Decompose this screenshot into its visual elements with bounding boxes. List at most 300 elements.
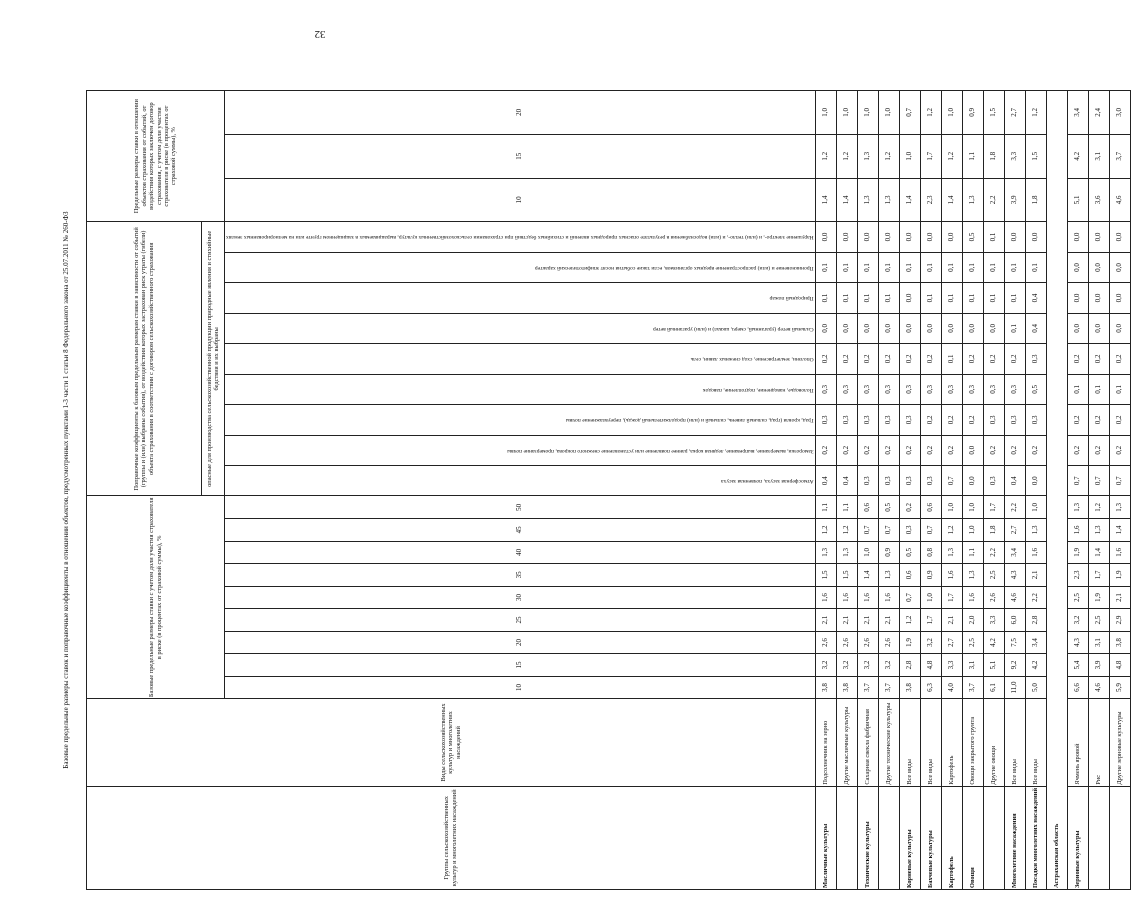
coefficient-cell: 0,2 xyxy=(983,344,1004,374)
base-rate-cell: 1,6 xyxy=(878,586,899,609)
base-rate-cell: 1,2 xyxy=(836,519,857,542)
coefficient-cell: 0,2 xyxy=(920,344,941,374)
coefficient-cell: 0,0 xyxy=(962,466,983,496)
limit-rate-cell: 4,2 xyxy=(1067,134,1088,178)
base-rate-cell: 1,3 xyxy=(1025,519,1046,542)
group-cell xyxy=(836,786,857,889)
base-rate-cell: 6,0 xyxy=(1004,609,1025,632)
coefficient-cell: 0,1 xyxy=(857,283,878,313)
limit-rate-cell: 1,3 xyxy=(857,178,878,222)
base-rate-cell: 1,7 xyxy=(941,586,962,609)
coefficient-cell: 0,0 xyxy=(920,222,941,253)
coefficient-cell: 0,0 xyxy=(899,313,920,343)
base-rate-cell: 1,3 xyxy=(1088,519,1109,542)
base-rate-cell: 2,0 xyxy=(962,609,983,632)
limit-rate-cell: 1,0 xyxy=(899,134,920,178)
table-caption: Базовые предельные размеры ставок и поправочные коэффициенты в отношении объектов, предусмотренных пунктами 1-3 части 1 статьи 8 Федерального закона от 25.07.2011 № 260-ФЗ xyxy=(62,211,70,769)
limit-rate-cell: 1,4 xyxy=(836,178,857,222)
base-rate-cell: 0,3 xyxy=(899,519,920,542)
base-rate-cell: 3,7 xyxy=(878,676,899,699)
coefficient-cell: 0,2 xyxy=(983,435,1004,465)
base-rate-cell: 6,3 xyxy=(920,676,941,699)
base-rate-cell: 0,5 xyxy=(878,496,899,519)
table-row xyxy=(920,91,941,890)
kind-cell: Все виды xyxy=(1025,699,1046,786)
coefficient-cell: 0,2 xyxy=(857,344,878,374)
limit-rate-cell: 1,2 xyxy=(941,134,962,178)
coefficient-cell: 0,1 xyxy=(962,283,983,313)
base-rate-cell: 2,8 xyxy=(899,654,920,677)
limit-rate-cell: 1,7 xyxy=(920,134,941,178)
coefficient-cell: 0,0 xyxy=(1025,222,1046,253)
base-rate-cell: 9,2 xyxy=(1004,654,1025,677)
base-rate-cell: 2,8 xyxy=(1025,609,1046,632)
base-rate-cell: 11,0 xyxy=(1004,676,1025,699)
base-rate-cell: 4,3 xyxy=(1004,564,1025,587)
limit-rate-cell: 0,7 xyxy=(899,91,920,135)
kind-cell: Другие технические культуры xyxy=(878,699,899,786)
coefficient-cell: 0,7 xyxy=(1088,466,1109,496)
limit-rate-cell: 5,1 xyxy=(1067,178,1088,222)
coefficient-cell: 0,7 xyxy=(941,466,962,496)
base-rate-cell: 3,2 xyxy=(836,654,857,677)
limit-rate-cell: 1,0 xyxy=(941,91,962,135)
base-rate-cell: 1,2 xyxy=(899,609,920,632)
base-rate-cell: 0,8 xyxy=(920,541,941,564)
base-rate-cell: 4,2 xyxy=(983,631,1004,654)
base-rate-cell: 2,1 xyxy=(857,609,878,632)
page-number: 32 xyxy=(314,28,326,40)
group-cell: Посадки многолетних насаждений xyxy=(1025,786,1046,889)
limit-rate-cell: 3,7 xyxy=(1109,134,1130,178)
coefficient-cell: 0,2 xyxy=(920,405,941,435)
kind-cell: Рис xyxy=(1088,699,1109,786)
coefficient-cell: 0,2 xyxy=(899,344,920,374)
header-base-rates: Базовые предельные размеры ставки с учетом доли участия страхователя в риске (в процентах от страховой суммы), % xyxy=(87,496,225,699)
header-group: Группы сельскохозяйственных культур и многолетних насаждений xyxy=(87,786,816,889)
share-col-header: 50 xyxy=(225,496,816,519)
base-rate-cell: 1,6 xyxy=(1109,541,1130,564)
base-rate-cell: 0,6 xyxy=(857,496,878,519)
share-col-header: 30 xyxy=(225,586,816,609)
coefficient-cell: 0,3 xyxy=(878,374,899,404)
limit-rate-cell: 1,8 xyxy=(983,134,1004,178)
coefficient-cell: 0,0 xyxy=(1109,222,1130,253)
base-rate-cell: 0,7 xyxy=(878,519,899,542)
base-rate-cell: 2,1 xyxy=(941,609,962,632)
coefficient-cell: 0,3 xyxy=(878,466,899,496)
base-rate-cell: 2,1 xyxy=(815,609,836,632)
coefficient-cell: 0,1 xyxy=(1025,252,1046,282)
group-cell xyxy=(983,786,1004,889)
coefficient-cell: 0,2 xyxy=(1067,435,1088,465)
coefficient-cell: 0,1 xyxy=(920,252,941,282)
table-row xyxy=(1025,91,1046,890)
group-cell: Бахчевые культуры xyxy=(920,786,941,889)
limit-rate-cell: 1,8 xyxy=(1025,178,1046,222)
table-row xyxy=(1046,91,1067,890)
coefficient-cell: 0,1 xyxy=(1004,313,1025,343)
kind-cell: Овощи закрытого грунта xyxy=(962,699,983,786)
base-rate-cell: 1,3 xyxy=(962,564,983,587)
base-rate-cell: 1,6 xyxy=(941,564,962,587)
hazard-col-header: Половодье, наводнение, подтопление, паводок xyxy=(225,374,816,404)
rotated-table-area xyxy=(62,90,1123,890)
kind-cell: Все виды xyxy=(920,699,941,786)
coefficient-cell: 0,5 xyxy=(1025,374,1046,404)
base-rate-cell: 3,2 xyxy=(920,631,941,654)
kind-cell: Другие зерновые культуры xyxy=(1109,699,1130,786)
coefficient-cell: 0,5 xyxy=(962,222,983,253)
limit-rate-cell: 1,0 xyxy=(857,91,878,135)
kind-cell: Другие овощи xyxy=(983,699,1004,786)
base-rate-cell: 0,2 xyxy=(899,496,920,519)
base-rate-cell: 1,6 xyxy=(836,586,857,609)
limit-rate-cell: 1,5 xyxy=(1025,134,1046,178)
limit-rate-cell: 3,0 xyxy=(1109,91,1130,135)
kind-cell: Сахарная свекла фабричная xyxy=(857,699,878,786)
base-rate-cell: 4,8 xyxy=(920,654,941,677)
coefficient-cell: 0,3 xyxy=(1025,344,1046,374)
base-rate-cell: 1,6 xyxy=(815,586,836,609)
limit-rate-cell: 3,3 xyxy=(1004,134,1025,178)
coefficient-cell: 0,3 xyxy=(815,405,836,435)
limit-rate-cell: 2,4 xyxy=(1088,91,1109,135)
limit-rate-cell: 4,6 xyxy=(1109,178,1130,222)
base-rate-cell: 1,6 xyxy=(1025,541,1046,564)
base-rate-cell: 3,2 xyxy=(1067,609,1088,632)
coefficient-cell: 0,3 xyxy=(836,405,857,435)
coefficient-cell: 0,3 xyxy=(962,374,983,404)
base-rate-cell: 5,0 xyxy=(1025,676,1046,699)
hazard-col-header: Заморозки, вымерзание, выпревание, ледяная корка, раннее появление или установление снежного покрова, промерзание почвы xyxy=(225,435,816,465)
coefficient-cell: 0,3 xyxy=(815,374,836,404)
coefficient-cell: 0,1 xyxy=(920,283,941,313)
coefficient-cell: 0,0 xyxy=(1088,222,1109,253)
coefficient-cell: 0,2 xyxy=(815,435,836,465)
table-row xyxy=(857,91,878,890)
limit-rate-cell: 1,3 xyxy=(962,178,983,222)
coefficient-cell: 0,3 xyxy=(1025,405,1046,435)
coefficient-cell: 0,2 xyxy=(941,435,962,465)
limit-rate-cell: 3,4 xyxy=(1067,91,1088,135)
coefficient-cell: 0,4 xyxy=(1025,283,1046,313)
base-rate-cell: 3,8 xyxy=(836,676,857,699)
table-row xyxy=(1004,91,1025,890)
base-rate-cell: 1,7 xyxy=(920,609,941,632)
base-rate-cell: 5,4 xyxy=(1067,654,1088,677)
coefficient-cell: 0,1 xyxy=(941,252,962,282)
base-rate-cell: 2,1 xyxy=(1109,586,1130,609)
base-rate-cell: 4,6 xyxy=(1088,676,1109,699)
coefficient-cell: 0,0 xyxy=(815,313,836,343)
base-rate-cell: 1,7 xyxy=(1088,564,1109,587)
group-cell xyxy=(1088,786,1109,889)
limit-rate-cell: 1,2 xyxy=(920,91,941,135)
coefficient-cell: 0,0 xyxy=(1004,222,1025,253)
coefficient-cell: 0,0 xyxy=(962,435,983,465)
base-rate-cell: 1,3 xyxy=(815,541,836,564)
base-rate-cell: 1,2 xyxy=(1088,496,1109,519)
coefficient-cell: 0,2 xyxy=(836,344,857,374)
base-rate-cell: 2,6 xyxy=(836,631,857,654)
coefficient-cell: 0,2 xyxy=(920,435,941,465)
coefficient-cell: 0,1 xyxy=(941,344,962,374)
base-rate-cell: 6,6 xyxy=(1067,676,1088,699)
base-rate-cell: 2,2 xyxy=(1025,586,1046,609)
coefficient-cell: 0,0 xyxy=(1067,252,1088,282)
base-rate-cell: 0,5 xyxy=(899,541,920,564)
limit-col-header: 10 xyxy=(225,178,816,222)
coefficient-cell: 0,2 xyxy=(899,435,920,465)
coefficient-cell: 0,1 xyxy=(899,252,920,282)
coefficient-cell: 0,0 xyxy=(941,222,962,253)
limit-rate-cell: 1,2 xyxy=(1025,91,1046,135)
coefficient-cell: 0,0 xyxy=(899,283,920,313)
limit-rate-cell: 1,3 xyxy=(857,134,878,178)
coefficient-cell: 0,2 xyxy=(1025,435,1046,465)
coefficient-cell: 0,0 xyxy=(836,313,857,343)
base-rate-cell: 1,0 xyxy=(1025,496,1046,519)
base-rate-cell: 1,0 xyxy=(857,541,878,564)
coefficient-cell: 0,2 xyxy=(1067,405,1088,435)
base-rate-cell: 1,3 xyxy=(878,564,899,587)
base-rate-cell: 3,1 xyxy=(962,654,983,677)
share-col-header: 10 xyxy=(225,676,816,699)
hazard-col-header: Нарушение электро-, и (или) тепло-, и (или) водоснабжения в результате опасных природных явлений и стихийных бедствий при страховании сельскохозяйственных культур, выращиваемых в защищенном грунте или на мелиорированных землях xyxy=(225,222,816,253)
table-row xyxy=(836,91,857,890)
base-rate-cell: 1,0 xyxy=(920,586,941,609)
base-rate-cell: 1,4 xyxy=(1088,541,1109,564)
group-cell: Зерновые культуры xyxy=(1067,786,1088,889)
coefficient-cell: 0,1 xyxy=(941,283,962,313)
base-rate-cell: 1,0 xyxy=(941,496,962,519)
coefficient-cell: 0,1 xyxy=(1109,374,1130,404)
table-body xyxy=(815,91,1130,890)
base-rate-cell: 1,1 xyxy=(836,496,857,519)
base-rate-cell: 0,7 xyxy=(857,519,878,542)
coefficient-cell: 0,2 xyxy=(1109,405,1130,435)
base-rate-cell: 3,2 xyxy=(857,654,878,677)
base-rate-cell: 0,9 xyxy=(920,564,941,587)
base-rate-cell: 1,2 xyxy=(941,519,962,542)
base-rate-cell: 2,5 xyxy=(962,631,983,654)
coefficient-cell: 0,0 xyxy=(857,313,878,343)
coefficient-cell: 0,1 xyxy=(1004,252,1025,282)
coefficient-cell: 0,2 xyxy=(1088,405,1109,435)
coefficient-cell: 0,1 xyxy=(1088,374,1109,404)
base-rate-cell: 4,2 xyxy=(1025,654,1046,677)
coefficient-cell: 0,2 xyxy=(878,344,899,374)
hazard-col-header: Проникновение и (или) распространение вредных организмов, если такие события носят эпифитотический характер xyxy=(225,252,816,282)
base-rate-cell: 1,5 xyxy=(815,564,836,587)
coefficient-cell: 0,3 xyxy=(920,374,941,404)
coefficient-cell: 0,7 xyxy=(1067,466,1088,496)
kind-cell: Ячмень яровой xyxy=(1067,699,1088,786)
hazard-col-header: Природный пожар xyxy=(225,283,816,313)
coefficient-cell: 0,1 xyxy=(815,283,836,313)
table-row xyxy=(1067,91,1088,890)
coefficient-cell: 0,3 xyxy=(836,374,857,404)
base-rate-cell: 1,6 xyxy=(1067,519,1088,542)
coefficient-cell: 0,1 xyxy=(983,222,1004,253)
coefficient-cell: 0,2 xyxy=(1088,344,1109,374)
coefficient-cell: 0,0 xyxy=(920,313,941,343)
coefficient-cell: 0,1 xyxy=(962,252,983,282)
limit-col-header: 15 xyxy=(225,134,816,178)
limit-rate-cell: 2,7 xyxy=(1004,91,1025,135)
base-rate-cell: 3,2 xyxy=(878,654,899,677)
limit-rate-cell: 1,0 xyxy=(836,91,857,135)
coefficient-cell: 0,1 xyxy=(1004,283,1025,313)
base-rate-cell: 2,6 xyxy=(815,631,836,654)
base-rate-cell: 0,9 xyxy=(878,541,899,564)
base-rate-cell: 1,6 xyxy=(962,586,983,609)
coefficient-cell: 0,2 xyxy=(1004,344,1025,374)
base-rate-cell: 0,7 xyxy=(920,519,941,542)
base-rate-cell: 0,6 xyxy=(920,496,941,519)
header-hazards: опасные для производства сельскохозяйственной продукции природные явления и стихийные бедствия и их выбраны xyxy=(202,222,225,496)
base-rate-cell: 1,1 xyxy=(815,496,836,519)
base-rate-cell: 2,2 xyxy=(983,541,1004,564)
table-row xyxy=(878,91,899,890)
coefficient-cell: 0,0 xyxy=(1067,313,1088,343)
table-row xyxy=(815,91,836,890)
base-rate-cell: 0,6 xyxy=(899,564,920,587)
coefficient-cell: 0,1 xyxy=(878,252,899,282)
limit-rate-cell: 1,4 xyxy=(941,178,962,222)
base-rate-cell: 1,3 xyxy=(1109,496,1130,519)
kind-cell: Другие масличные культуры xyxy=(836,699,857,786)
base-rate-cell: 3,7 xyxy=(857,676,878,699)
base-rate-cell: 3,3 xyxy=(941,654,962,677)
coefficient-cell: 0,0 xyxy=(899,222,920,253)
base-rate-cell: 1,7 xyxy=(983,496,1004,519)
base-rate-cell: 3,7 xyxy=(962,676,983,699)
coefficient-cell: 0,3 xyxy=(983,466,1004,496)
limit-rate-cell: 0,9 xyxy=(962,91,983,135)
base-rate-cell: 1,4 xyxy=(1109,519,1130,542)
coefficient-cell: 0,0 xyxy=(878,313,899,343)
base-rate-cell: 1,9 xyxy=(1109,564,1130,587)
coefficient-cell: 0,3 xyxy=(1004,405,1025,435)
base-rate-cell: 2,7 xyxy=(1004,519,1025,542)
coefficient-cell: 0,1 xyxy=(836,283,857,313)
limit-rate-cell: 1,2 xyxy=(878,134,899,178)
base-rate-cell: 1,9 xyxy=(1088,586,1109,609)
base-rate-cell: 3,8 xyxy=(1109,631,1130,654)
limit-rate-cell: 1,4 xyxy=(899,178,920,222)
coefficient-cell: 0,1 xyxy=(983,283,1004,313)
kind-cell: Подсолнечник на зерно xyxy=(815,699,836,786)
coefficient-cell: 0,3 xyxy=(983,374,1004,404)
coefficient-cell: 0,0 xyxy=(1109,252,1130,282)
base-rate-cell: 3,9 xyxy=(1088,654,1109,677)
group-cell: Картофель xyxy=(941,786,962,889)
share-col-header: 40 xyxy=(225,541,816,564)
coefficient-cell: 0,0 xyxy=(1088,313,1109,343)
base-rate-cell: 1,0 xyxy=(962,496,983,519)
group-cell xyxy=(878,786,899,889)
coefficient-cell: 0,4 xyxy=(1025,313,1046,343)
base-rate-cell: 1,9 xyxy=(1067,541,1088,564)
base-rate-cell: 3,1 xyxy=(1088,631,1109,654)
coefficient-cell: 0,3 xyxy=(878,405,899,435)
limit-col-header: 20 xyxy=(225,91,816,135)
base-rate-cell: 2,6 xyxy=(983,586,1004,609)
coefficient-cell: 0,3 xyxy=(1004,374,1025,404)
kind-cell: Все виды xyxy=(1004,699,1025,786)
header-limit-rates: Предельные размеры ставки в отношении объектов страхования от событий, от воздействия которых заключен договор страхования, с учетом доли участия страхователя в риске (в процентах от страховой суммы), % xyxy=(87,91,225,222)
table-row xyxy=(983,91,1004,890)
base-rate-cell: 1,5 xyxy=(836,564,857,587)
base-rate-cell: 2,9 xyxy=(1109,609,1130,632)
base-rate-cell: 2,5 xyxy=(983,564,1004,587)
share-col-header: 45 xyxy=(225,519,816,542)
coefficient-cell: 0,3 xyxy=(857,466,878,496)
header-kind: Виды сельскохозяйственных культур и многолетних насаждений xyxy=(87,699,816,786)
coefficient-cell: 0,0 xyxy=(983,313,1004,343)
kind-cell: Все виды xyxy=(899,699,920,786)
base-rate-cell: 2,5 xyxy=(1088,609,1109,632)
table-row xyxy=(1088,91,1109,890)
table-row xyxy=(1109,91,1130,890)
limit-rate-cell: 2,3 xyxy=(920,178,941,222)
coefficient-cell: 0,2 xyxy=(1004,435,1025,465)
base-rate-cell: 4,3 xyxy=(1067,631,1088,654)
coefficient-cell: 0,3 xyxy=(899,374,920,404)
base-rate-cell: 1,1 xyxy=(962,541,983,564)
base-rate-cell: 1,3 xyxy=(836,541,857,564)
region-row-label: Астраханская область xyxy=(1046,91,1067,890)
limit-rate-cell: 1,0 xyxy=(815,91,836,135)
limit-rate-cell: 2,2 xyxy=(983,178,1004,222)
base-rate-cell: 5,9 xyxy=(1109,676,1130,699)
base-rate-cell: 3,8 xyxy=(815,676,836,699)
coefficient-cell: 0,3 xyxy=(899,405,920,435)
coefficient-cell: 0,0 xyxy=(1025,466,1046,496)
coefficient-cell: 0,3 xyxy=(899,466,920,496)
hazard-col-header: Сильный ветер (ураганный, смерч, шквал) и (или) ураганный ветер xyxy=(225,313,816,343)
base-rate-cell: 2,7 xyxy=(941,631,962,654)
coefficient-cell: 0,2 xyxy=(962,344,983,374)
limit-rate-cell: 1,0 xyxy=(878,91,899,135)
base-rate-cell: 2,6 xyxy=(857,631,878,654)
coefficient-cell: 0,7 xyxy=(1109,466,1130,496)
limit-rate-cell: 1,3 xyxy=(878,178,899,222)
limit-rate-cell: 3,9 xyxy=(1004,178,1025,222)
coefficient-cell: 0,2 xyxy=(1088,435,1109,465)
coefficient-cell: 0,4 xyxy=(836,466,857,496)
base-rate-cell: 4,6 xyxy=(1004,586,1025,609)
coefficient-cell: 0,3 xyxy=(857,374,878,404)
base-rate-cell: 3,8 xyxy=(899,676,920,699)
table-row xyxy=(962,91,983,890)
coefficient-cell: 0,2 xyxy=(1109,344,1130,374)
coefficient-cell: 0,2 xyxy=(878,435,899,465)
base-rate-cell: 1,6 xyxy=(857,586,878,609)
coefficient-cell: 0,0 xyxy=(962,313,983,343)
coefficient-cell: 0,0 xyxy=(1088,252,1109,282)
coefficient-cell: 0,4 xyxy=(815,466,836,496)
group-cell: Технические культуры xyxy=(857,786,878,889)
base-rate-cell: 1,4 xyxy=(857,564,878,587)
header-coefficients: Поправочные коэффициенты к базовым предельным размерам ставки в зависимости от событий (группы и (или) выбраны события), от воздействия которых застрахован риск утраты (гибели) объекта страхования в соответствии с договором сельскохозяйственного страхования xyxy=(87,222,202,496)
base-rate-cell: 2,6 xyxy=(878,631,899,654)
base-rate-cell: 1,3 xyxy=(1067,496,1088,519)
rates-table xyxy=(86,90,1131,890)
base-rate-cell: 2,2 xyxy=(1004,496,1025,519)
